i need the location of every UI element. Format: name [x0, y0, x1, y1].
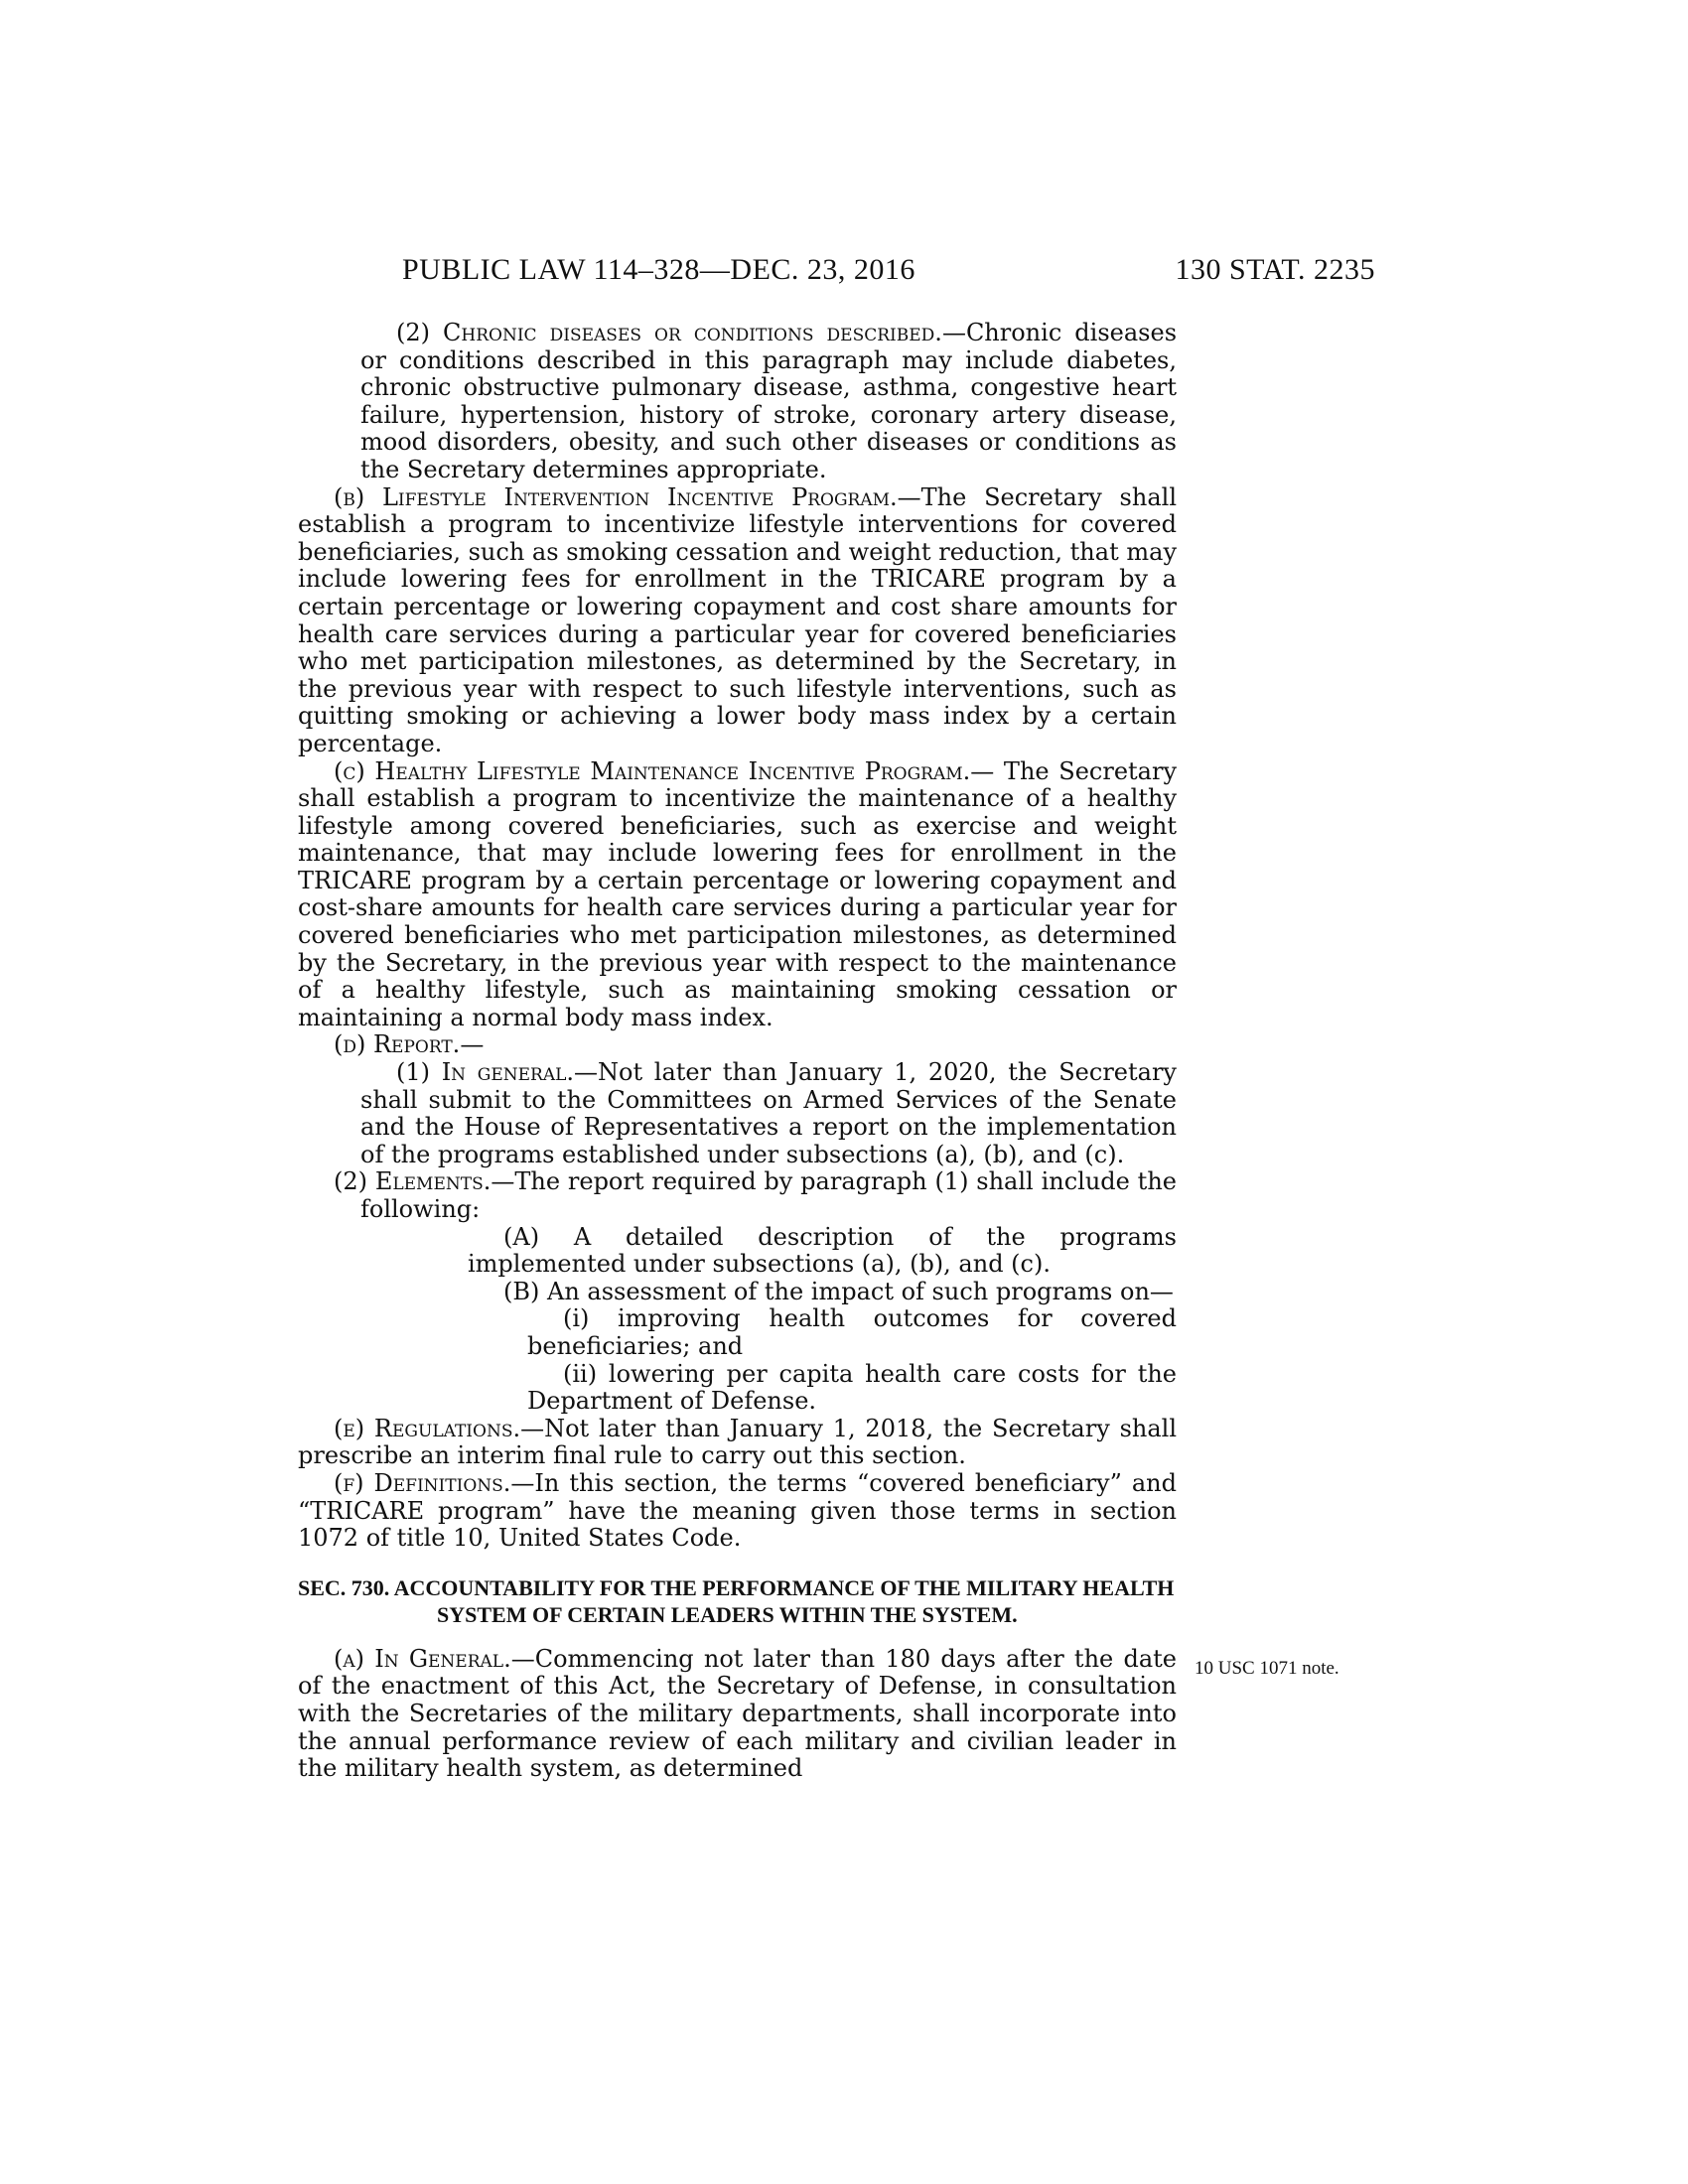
paragraph-element-a [298, 1224, 1177, 1279]
paragraph-regulations [298, 1416, 1177, 1470]
paragraph-text: —Chronic diseases or conditions described in this paragraph may include diabetes, chronic obstructive pulmonary disease, asthma, congestive heart failure, hypertension, history of stroke, coronary artery disease, mood disorders, obesity, and such other diseases or conditions as the Secretary determines appropriate. [360, 319, 1178, 483]
paragraph-text: (ii) lowering per capita health care costs for the Department of Defense. [527, 1359, 1177, 1416]
paragraph-text: —Commencing not later than 180 days after the date of the enactment of this Act, the Secretary of Defense, in consultation with the Secretaries of the military departments, shall incorporate into the annual performance review of each military and civilian leader in the military health system, as determined [298, 1644, 1178, 1783]
paragraph-text: — [460, 1030, 485, 1059]
header-page-ref: 130 STAT. 2235 [1175, 253, 1375, 286]
paragraph-element-b-i [298, 1305, 1177, 1360]
paragraph-label: (1) In general. [396, 1058, 575, 1087]
paragraph-section-general [298, 1646, 1177, 1783]
paragraph-text: —Not later than January 1, 2018, the Secretary shall prescribe an interim final rule to carry out this section. [298, 1414, 1177, 1470]
page-header [402, 253, 1375, 293]
paragraph-report [298, 1031, 1177, 1059]
paragraph-text: —In this section, the terms “covered beneficiary” and “TRICARE program” have the meaning given those terms in section 1072 of title 10, United States Code. [298, 1468, 1178, 1553]
paragraph-label: (e) Regulations. [334, 1414, 521, 1442]
paragraph-label: (c) Healthy Lifestyle Maintenance Incentive Program. [334, 756, 971, 785]
paragraph-chronic-diseases [298, 320, 1177, 484]
paragraph-report-elements [298, 1168, 1177, 1223]
margin-note: 10 USC 1071 note. [1195, 1658, 1339, 1679]
paragraph-definitions [298, 1470, 1177, 1553]
paragraph-label: (d) Report. [334, 1030, 461, 1059]
paragraph-text: (i) improving health outcomes for covered beneficiaries; and [527, 1304, 1177, 1360]
paragraph-lifestyle-intervention [298, 484, 1177, 758]
paragraph-label: (2) Elements. [334, 1167, 492, 1196]
paragraph-label: (b) Lifestyle Intervention Incentive Program. [334, 482, 898, 511]
paragraph-label: (a) In General. [334, 1644, 511, 1673]
paragraph-report-general [298, 1059, 1177, 1168]
paragraph-healthy-lifestyle [298, 758, 1177, 1032]
paragraph-text: — The Secretary shall establish a program to incentivize the maintenance of a healthy lifestyle among covered beneficiaries, such as exercise and weight maintenance, that may include lowering fees for enrollment in the TRICARE program by a certain percentage or lowering copayment and cost-share amounts for health care services during a particular year for covered beneficiaries who met participation milestones, as determined by the Secretary, in the previous year with respect to the maintenance of a healthy lifestyle, such as maintaining smoking cessation or maintaining a normal body mass index. [298, 756, 1178, 1031]
paragraph-text: (B) An assessment of the impact of such programs on— [503, 1277, 1174, 1305]
document-body [298, 320, 1177, 1783]
paragraph-element-b [298, 1279, 1177, 1306]
section-heading: SEC. 730. ACCOUNTABILITY FOR THE PERFORMANCE OF THE MILITARY HEALTH SYSTEM OF CERTAIN LEADERS WITHIN THE SYSTEM. [298, 1574, 1175, 1627]
paragraph-text: (A) A detailed description of the programs implemented under subsections (a), (b), and (c). [468, 1222, 1177, 1279]
paragraph-text: —The Secretary shall establish a program to incentivize lifestyle interventions for covered beneficiaries, such as smoking cessation and weight reduction, that may include lowering fees for enrollment in the TRICARE program by a certain percentage or lowering copayment and cost share amounts for health care services during a particular year for covered beneficiaries who met participation milestones, as determined by the Secretary, in the previous year with respect to such lifestyle interventions, such as quitting smoking or achieving a lower body mass index by a certain percentage. [298, 482, 1177, 757]
header-title: PUBLIC LAW 114–328—DEC. 23, 2016 [402, 253, 915, 286]
paragraph-label: (2) Chronic diseases or conditions described. [396, 319, 942, 346]
paragraph-text: —The report required by paragraph (1) shall include the following: [360, 1167, 1177, 1223]
paragraph-text: —Not later than January 1, 2020, the Secretary shall submit to the Committees on Armed Services of the Senate and the House of Representatives a report on the implementation of the programs established under subsections (a), (b), and (c). [360, 1058, 1177, 1168]
paragraph-label: (f) Definitions. [334, 1468, 511, 1497]
paragraph-element-b-ii [298, 1361, 1177, 1416]
